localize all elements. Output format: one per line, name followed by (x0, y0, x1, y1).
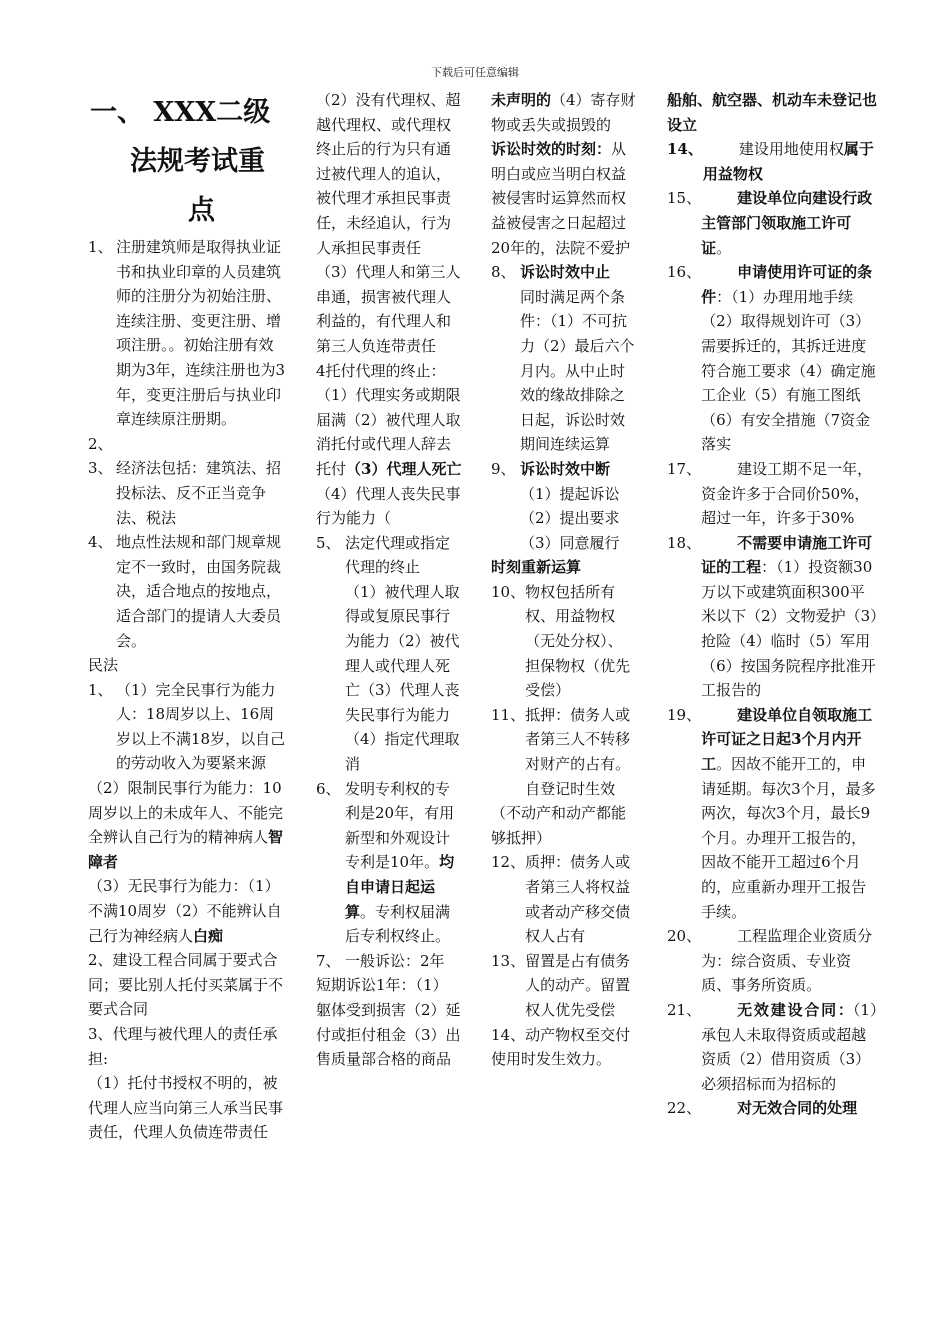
bold-text: 诉讼时效的时刻： (491, 140, 612, 159)
sub-item: （3）同意履行 (520, 533, 620, 552)
paragraph: 短期诉讼1年：（1）躯体受到损害（2）延付或拒付租金（3）出售质量部合格的商品 (316, 976, 461, 1069)
sub-item: （2）提出要求 (520, 509, 620, 528)
list-item (667, 1096, 879, 1121)
item-text (701, 531, 879, 703)
title-line-1: 一、 XXX二级 (90, 97, 271, 128)
item-text-main: ：（1）投资额30万以下或建筑面积300平米以下（2）文物爱护（3）抢险（4）临时（5）军用（6）按国务院程序批准开工报告的 (701, 558, 878, 700)
list-item (491, 703, 637, 801)
list-item (667, 703, 879, 924)
column-2 (316, 88, 462, 1072)
item-text (701, 924, 879, 998)
bold-text: 诉讼时效中止 (520, 263, 611, 282)
paragraph: （不动产和动产都能够抵押） (491, 804, 627, 847)
item-text-main: 同时满足两个条件：（1）不可抗力（2）最后六个月内。从中止时效的缘故排除之日起，诉讼时效期间连续运算 (520, 287, 635, 454)
item-text (703, 137, 879, 186)
item-text: 地点性法规和部门规章规定不一致时，由国务院裁决，适合地点的按地点，适合部门的提请人大委员会。 (116, 533, 282, 650)
item-number: 2、 (88, 434, 113, 453)
item-number: 7、 (316, 951, 341, 970)
item-text-main: 法定代理或指定代理的终止 (345, 533, 451, 577)
bold-text: 无效建设合同 (737, 1000, 838, 1019)
item-text-main: 工程监理企业资质分为：综合资质、专业资质、事务所资质。 (701, 927, 873, 995)
item-text-tail: 。专利权届满后专利权终止。 (345, 902, 451, 946)
list-item (88, 530, 286, 653)
title-line-3: 点 (188, 195, 215, 226)
item-text-sub: （1）被代理人取得或复原民事行为能力（2）被代理人或代理人死亡（3）代理人丧失民事行为能力（4）指定代理取消 (345, 582, 460, 774)
item-text (520, 260, 637, 457)
paragraph (491, 88, 637, 137)
item-text (701, 457, 879, 531)
item-number: 15、 (667, 189, 702, 208)
list-item (88, 678, 286, 776)
title-line-2: 法规考试重 (130, 146, 265, 177)
item-number: 19、 (667, 705, 702, 724)
item-text: 注册建筑师是取得执业证书和执业印章的人员建筑师的注册分为初始注册、连续注册、变更注册、增项注册。。初始注册有效期为3年，连续注册也为3年，变更注册后与执业印章连续原注册期。 (116, 238, 286, 429)
bold-text: 建设单位自领取施工许可证之日起3个月内开工 (701, 705, 873, 774)
document-title (88, 88, 286, 235)
item-text-main: 。因故不能开工的，申请延期。每次3个月，最多两次，每次3个月，最长9个月。办理开工报告的，因故不能开工超过6个月的，应重新办理开工报告手续。 (701, 755, 876, 921)
column-3 (491, 88, 637, 1072)
item-number: 17、 (667, 459, 702, 478)
page-header: 下载后可任意编辑 (431, 66, 519, 79)
column-1 (88, 88, 286, 1145)
item-number: 22、 (667, 1099, 702, 1118)
bold-paragraph: 船舶、航空器、机动车未登记也设立 (667, 91, 878, 134)
item-number: 6、 (316, 779, 341, 798)
paragraph-text: （4）寄存财物或丢失或损毁的 (491, 91, 636, 134)
item-text (116, 432, 286, 457)
list-item (491, 580, 637, 703)
item-text-main: 建设工期不足一年，资金许多于合同价50%，超过一年，许多于30% (701, 459, 873, 528)
bold-text: 诉讼时效中断 (520, 459, 611, 478)
paragraph: 3、代理与被代理人的责任承担: (88, 1025, 278, 1068)
item-number: 8、 (491, 263, 516, 282)
paragraph: 14、动产物权至交付使用时发生效力。 (491, 1025, 631, 1069)
column-4 (667, 88, 879, 1121)
paragraph (316, 359, 462, 531)
bold-text: 均自申请日起运算 (345, 853, 455, 921)
list-item (316, 949, 462, 974)
paragraph: （1）托付书授权不明的，被代理人应当向第三人承当民事责任，代理人负债连带责任 (88, 1074, 284, 1142)
bold-text: 智障者 (88, 828, 284, 871)
item-number: 13、 (491, 951, 526, 970)
paragraph: 2、建设工程合同属于要式合同；要比别人托付买菜属于不要式合同 (88, 951, 284, 1019)
item-text: 经济法包括：建筑法、招投标法、反不正当竞争法、税法 (116, 459, 282, 527)
bold-text: 对无效合同的处理 (737, 1099, 858, 1118)
list-item (667, 137, 879, 186)
bold-text: 申请使用许可证的条件 (701, 263, 873, 306)
list-item (316, 777, 462, 949)
item-text (345, 531, 462, 777)
list-item (667, 457, 879, 531)
paragraph: （2）没有代理权、超越代理权、或代理权终止后的行为只有通过被代理人的追认，被代理才承担民事责任，未经追认，行为人承担民事责任 (316, 91, 461, 257)
paragraph (491, 137, 637, 260)
bold-text: 不需要申请施工许可证的工程 (701, 533, 873, 577)
bold-text: 未声明的 (491, 91, 552, 109)
item-number: 5、 (316, 533, 341, 552)
list-item (667, 186, 879, 260)
bold-text: （3）代理人死亡 (346, 459, 462, 478)
item-text: 留置是占有债务人的动产。留置权人优先受偿 (525, 951, 631, 1019)
paragraph-text: （2）限制民事行为能力：10周岁以上的未成年人、不能完全辨认自己行为的精神病人 (88, 779, 284, 847)
item-number: 12、 (491, 853, 526, 872)
bold-text: 建设单位向建设行政主管部门领取施工许可证 (701, 189, 873, 257)
item-text-main: 发明专利权的专利是20年，有用新型和外观设计专利是10年。 (345, 779, 455, 872)
item-text: （1）完全民事行为能力人：18周岁以上、16周岁以上不满18岁，以自己的劳动收入为要紧来源 (116, 680, 286, 773)
paragraph-text: 从明白或应当明白权益被侵害时运算然而权益被侵害之日起超过20年的，法院不爱护 (491, 140, 631, 257)
item-number: 10、 (491, 582, 526, 601)
item-text: 质押：债务人或者第三人将权益或者动产移交债权人占有 (525, 853, 631, 946)
item-text (701, 186, 879, 260)
paragraph-text: （3）无民事行为能力：（1）不满10周岁（2）不能辨认自己行为神经病人 (88, 877, 282, 945)
bold-text: 白痴 (193, 926, 224, 945)
list-item (491, 457, 637, 482)
paragraph-text: （4）代理人丧失民事行为能力（ (316, 484, 461, 528)
list-item (88, 235, 286, 432)
item-text-main: 建设用地使用权 (738, 140, 844, 159)
paragraph (88, 776, 286, 874)
list-item (491, 260, 637, 457)
item-number: 9、 (491, 459, 516, 478)
paragraph (88, 874, 286, 948)
list-item (667, 924, 879, 998)
list-item (88, 432, 286, 457)
item-text (701, 1096, 879, 1121)
item-number: 3、 (88, 459, 113, 478)
list-item (667, 260, 879, 457)
list-item (667, 531, 879, 703)
item-number: 4、 (88, 533, 113, 552)
item-text (345, 777, 462, 949)
item-text: 物权包括所有权、用益物权（无处分权）、担保物权（优先受偿） (525, 582, 631, 700)
item-text-main: ：（1）办理用地手续（2）取得规划许可（3）需要拆迁的，其拆迁进度符合施工要求（4）确定施工企业（5）有施工图纸（6）有安全措施（7资金落实 (701, 287, 876, 454)
bold-text: 属于用益物权 (702, 140, 874, 183)
item-number: 14、 (667, 140, 703, 159)
item-text-main: （1）承包人未取得资质或超越资质（2）借用资质（3）必须招标而为招标的 (701, 1000, 878, 1093)
list-item (667, 998, 879, 1096)
sub-item: （1）提起诉讼 (520, 484, 620, 503)
list-item (491, 949, 637, 1023)
paragraph-text: 4托付代理的终止：（1）代理实务或期限届满（2）被代理人取消托付或代理人辞去托付 (316, 361, 461, 478)
item-text: 一般诉讼：2年 (345, 951, 445, 970)
list-item (88, 456, 286, 530)
list-item (491, 850, 637, 948)
item-text (701, 260, 879, 457)
item-number: 21、 (667, 1000, 702, 1019)
item-text (701, 703, 879, 924)
item-number: 1、 (88, 680, 113, 699)
bold-paragraph: 时刻重新运算 (491, 558, 582, 577)
item-text (701, 998, 879, 1096)
item-text-tail: 。 (716, 238, 732, 257)
paragraph: （3）代理人和第三人串通，损害被代理人利益的，有代理人和第三人负连带责任 (316, 263, 461, 355)
section-heading-minfa: 民法 (88, 656, 119, 675)
item-number: 20、 (667, 927, 702, 946)
item-number: 16、 (667, 263, 702, 282)
item-text: 抵押：债务人或者第三人不转移对财产的占有。自登记时生效 (525, 705, 631, 798)
item-number: 18、 (667, 533, 702, 552)
item-number: 1、 (88, 238, 113, 256)
bold-text: ： (837, 1000, 853, 1019)
list-item (316, 531, 462, 777)
item-number: 11、 (491, 705, 526, 724)
